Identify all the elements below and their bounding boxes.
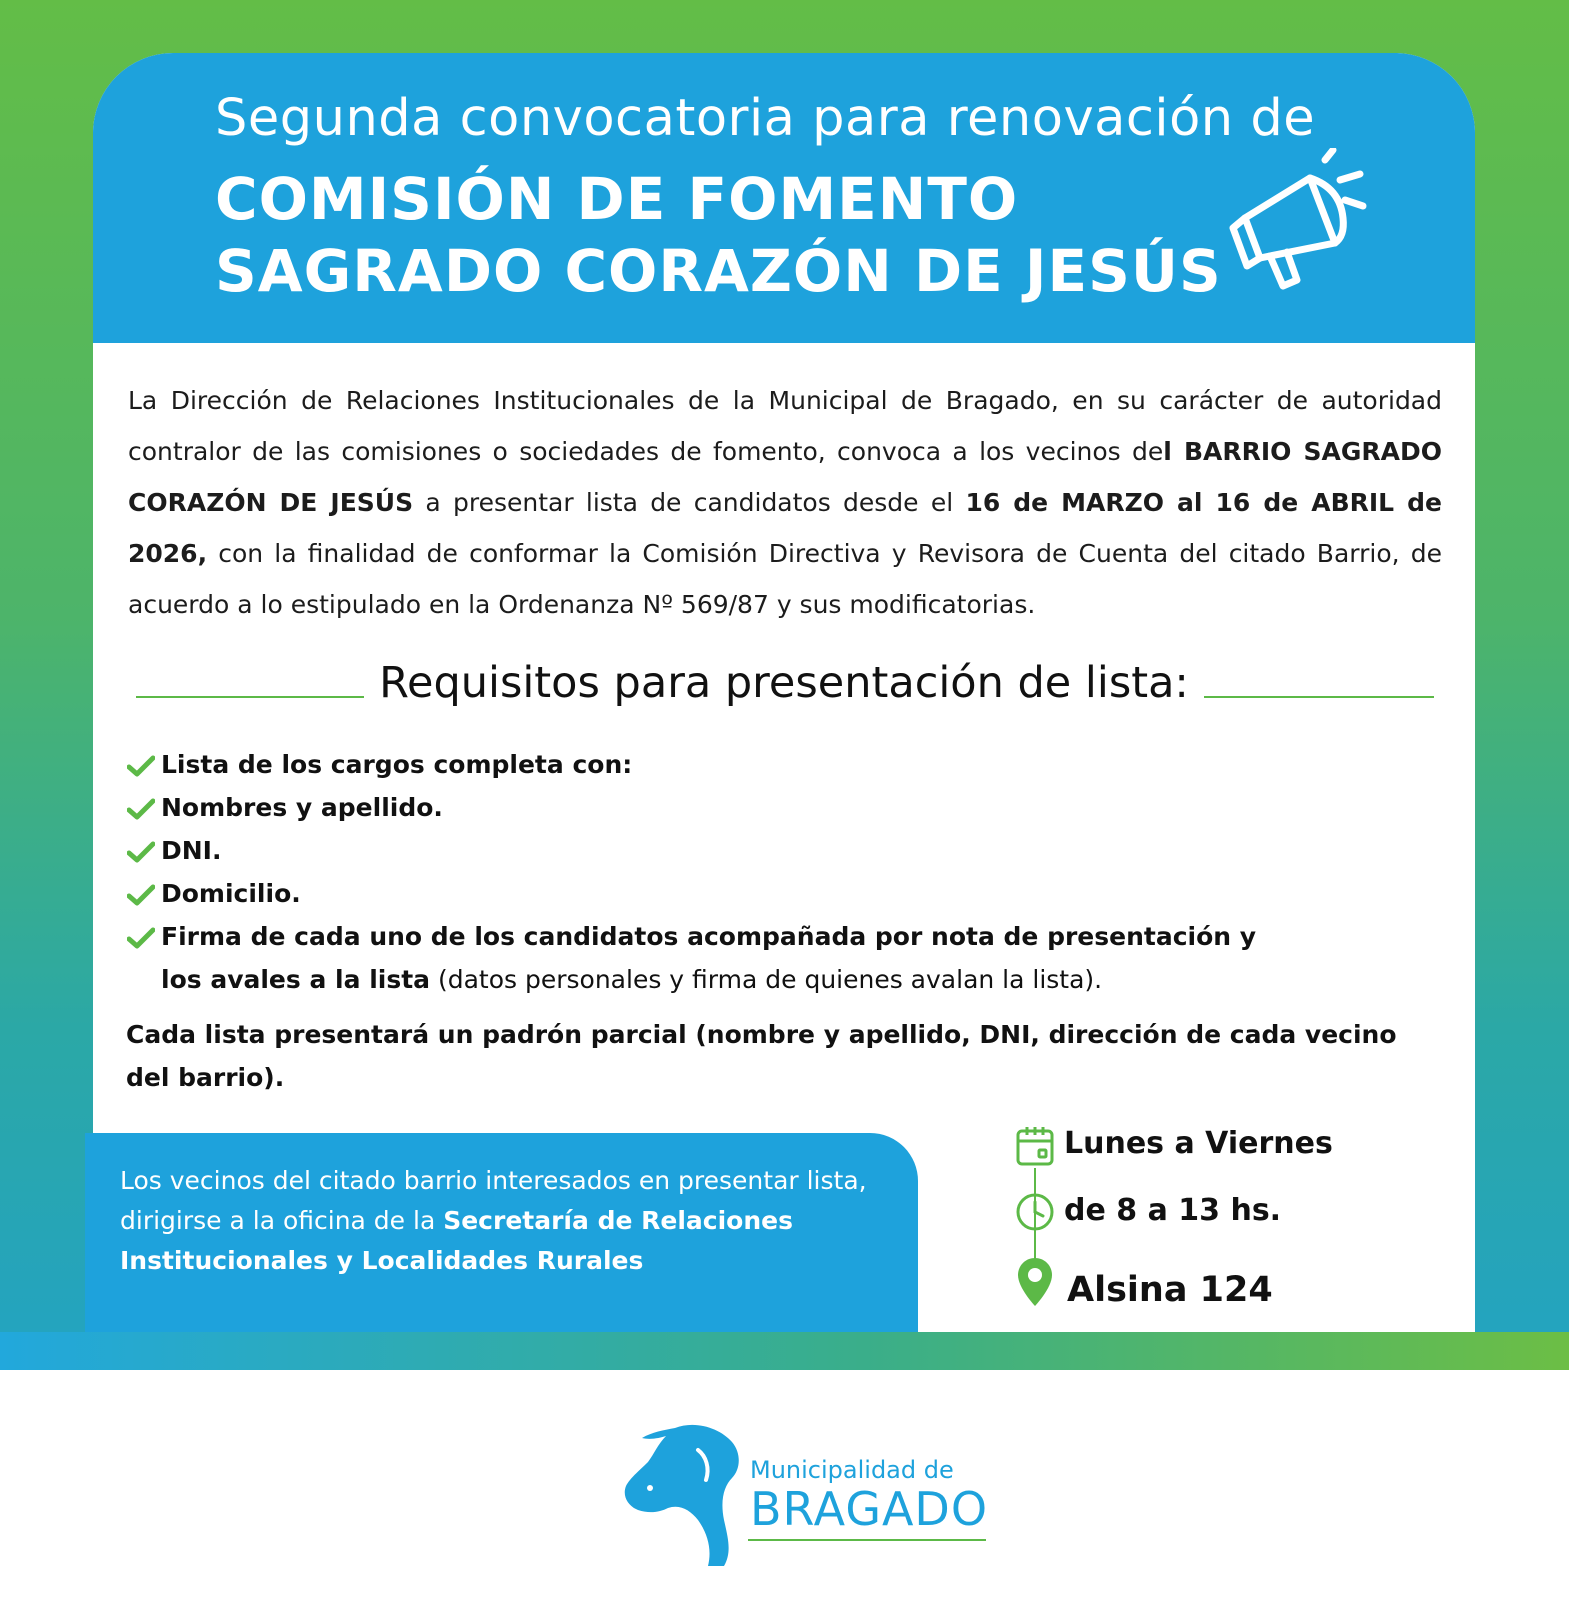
header-subtitle: Segunda convocatoria para renovación de	[215, 89, 1316, 148]
divider-right	[1204, 696, 1434, 698]
header-title-line1: COMISIÓN DE FOMENTO	[215, 165, 1019, 233]
header-title-line2: SAGRADO CORAZÓN DE JESÚS	[215, 237, 1222, 305]
clock-icon	[1015, 1192, 1055, 1232]
check-icon	[127, 798, 155, 820]
office-name: Secretaría de Relaciones Institucionales y Localidades Rurales	[120, 1206, 793, 1275]
list-item-label: DNI.	[161, 836, 222, 865]
check-icon	[127, 884, 155, 906]
intro-text-1: La Dirección de Relaciones Institucionales de la Municipal de Bragado, en su carácter de autoridad contralor de las comisiones o sociedades de fomento, convoca a los vecinos de	[128, 386, 1442, 466]
check-icon	[127, 755, 155, 777]
office-text-plain: Los vecinos del citado barrio interesados en presentar lista, dirigirse a la oficina de la	[120, 1166, 867, 1235]
intro-text-3: con la finalidad de conformar la Comisión Directiva y Revisora de Cuenta del citado Barrio, de acuerdo a lo estipulado en la Ordenanza Nº 569/87 y sus modificatorias.	[128, 539, 1442, 619]
schedule-address: Alsina 124	[1067, 1270, 1273, 1310]
requirements-title: Requisitos para presentación de lista:	[379, 658, 1189, 708]
intro-date-range: 16 de MARZO al 16 de ABRIL de 2026,	[128, 488, 1442, 568]
megaphone-icon	[1225, 148, 1375, 298]
list-item	[127, 872, 1427, 915]
intro-barrio-name: l BARRIO SAGRADO CORAZÓN DE JESÚS	[128, 437, 1442, 517]
divider-left	[136, 696, 364, 698]
logo-line2: BRAGADO	[750, 1482, 989, 1536]
schedule-days: Lunes a Viernes	[1064, 1126, 1333, 1161]
list-item	[127, 915, 1291, 1001]
list-item	[127, 786, 1427, 829]
intro-text-2: a presentar lista de candidatos desde el	[413, 488, 966, 517]
location-pin-icon	[1016, 1256, 1054, 1308]
horse-head-icon	[620, 1420, 750, 1570]
schedule-block	[1010, 1118, 1430, 1338]
calendar-icon	[1015, 1125, 1055, 1167]
requirements-list	[127, 743, 1427, 1001]
header-banner	[93, 53, 1475, 343]
logo-line1: Municipalidad de	[750, 1456, 954, 1484]
schedule-hours: de 8 a 13 hs.	[1064, 1193, 1282, 1228]
list-item-label: Lista de los cargos completa con:	[161, 750, 633, 779]
list-item-label: Firma de cada uno de los candidatos acompañada por nota de presentación y los avales a la lista	[161, 922, 1257, 994]
padron-note: Cada lista presentará un padrón parcial (nombre y apellido, DNI, dirección de cada vecino del barrio).	[126, 1020, 1397, 1092]
list-item	[127, 829, 1427, 872]
requirements-heading-row	[136, 658, 1436, 728]
office-text	[120, 1161, 900, 1281]
check-icon	[127, 927, 155, 949]
list-item-note: (datos personales y firma de quienes avalan la lista).	[430, 965, 1103, 994]
municipality-logo	[620, 1420, 990, 1570]
logo-underline	[748, 1539, 986, 1541]
list-item-label: Domicilio.	[161, 879, 301, 908]
list-item	[127, 743, 1427, 786]
check-icon	[127, 841, 155, 863]
list-item-label: Nombres y apellido.	[161, 793, 443, 822]
office-info-box	[85, 1133, 918, 1332]
intro-paragraph	[128, 375, 1442, 630]
